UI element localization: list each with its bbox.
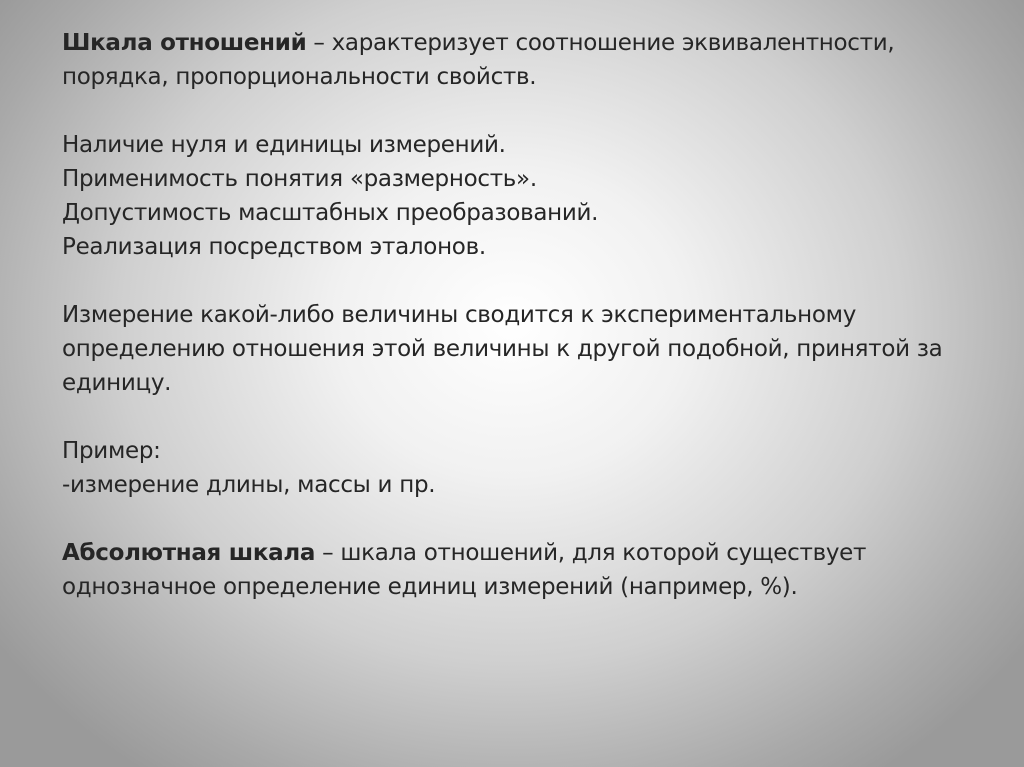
- example-block: [62, 434, 962, 502]
- measurement-paragraph: [62, 298, 962, 400]
- properties-list: [62, 128, 962, 264]
- ratio-scale-definition: [62, 26, 962, 94]
- absolute-text: – шкала отношений, для которой существует: [315, 540, 867, 566]
- definition-text: – характеризует соотношение эквивалентности,: [306, 30, 895, 56]
- definition-line-1: [62, 26, 962, 60]
- slide-content: [62, 26, 962, 638]
- example-heading: Пример:: [62, 438, 161, 464]
- property-line: Применимость понятия «размерность».: [62, 166, 537, 192]
- absolute-line-2: однозначное определение единиц измерений (например, %).: [62, 574, 798, 600]
- definition-line-2: порядка, пропорциональности свойств.: [62, 64, 537, 90]
- measurement-line: Измерение какой-либо величины сводится к экспериментальному: [62, 302, 857, 328]
- measurement-line: единицу.: [62, 370, 172, 396]
- ratio-scale-term: Шкала отношений: [62, 30, 307, 56]
- property-line: Допустимость масштабных преобразований.: [62, 200, 599, 226]
- absolute-scale-definition: [62, 536, 962, 604]
- property-line: Наличие нуля и единицы измерений.: [62, 132, 506, 158]
- absolute-scale-term: Абсолютная шкала: [62, 540, 316, 566]
- absolute-line-1: [62, 536, 962, 570]
- example-item: -измерение длины, массы и пр.: [62, 472, 436, 498]
- property-line: Реализация посредством эталонов.: [62, 234, 486, 260]
- measurement-line: определению отношения этой величины к другой подобной, принятой за: [62, 336, 943, 362]
